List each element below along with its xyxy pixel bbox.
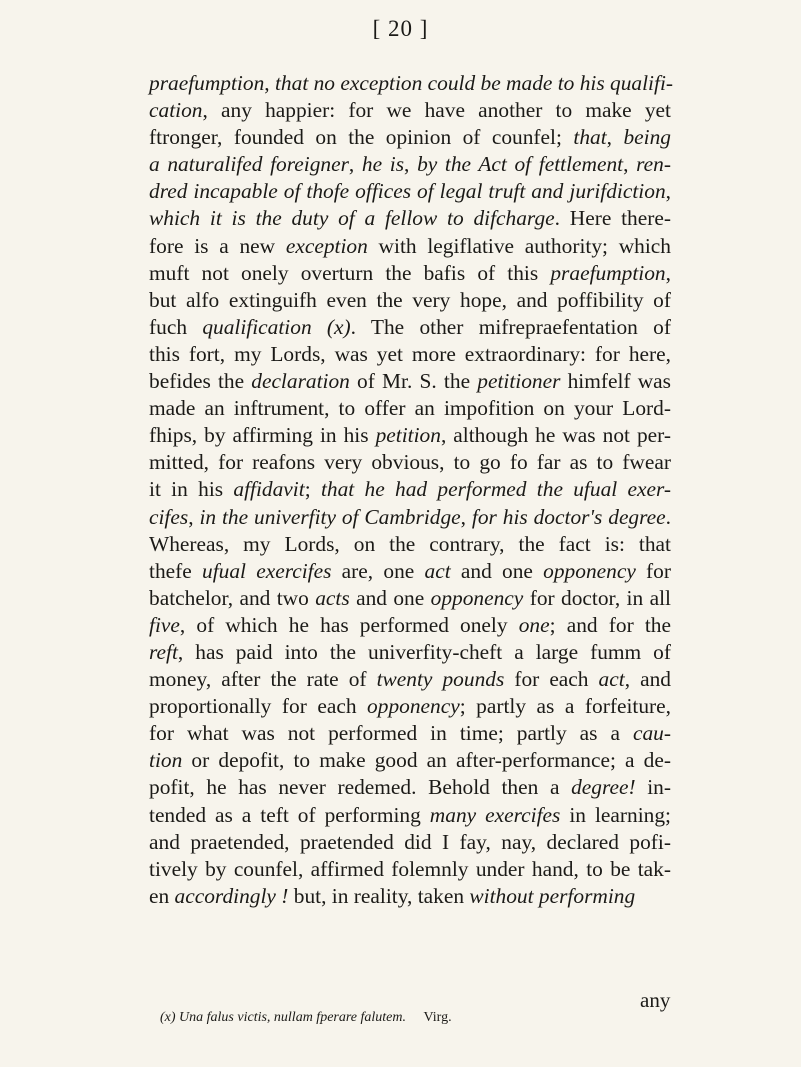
text-line (149, 666, 671, 693)
text-run: but, in reality, taken (288, 883, 470, 908)
text-line (149, 883, 671, 910)
text-line (149, 585, 671, 612)
text-line (149, 422, 671, 449)
text-run: , (623, 152, 637, 177)
text-line (149, 639, 671, 666)
italic-run: praefumption (149, 71, 265, 95)
text-line (149, 693, 671, 720)
text-run: , and (624, 667, 671, 692)
text-run: fhips, by affirming in his (149, 423, 376, 448)
italic-run: that he had performed the ufual exer- (320, 477, 672, 502)
text-run: , (606, 125, 624, 150)
italic-run: cifes (149, 504, 189, 529)
text-line (149, 97, 671, 124)
text-run: . Here there- (554, 206, 671, 231)
text-run: and one (450, 558, 544, 583)
italic-run: act (598, 667, 625, 692)
italic-run: five (149, 612, 180, 637)
text-run: muft not onely overturn the bafis of this (149, 260, 551, 285)
text-line (149, 341, 671, 368)
text-run: or depofit, to make good an after-performance; a de- (182, 748, 671, 773)
text-run: ftronger, founded on the opinion of counfel; (149, 125, 574, 150)
text-line (149, 314, 671, 341)
text-run: en (149, 883, 175, 908)
italic-run: cau- (632, 721, 671, 746)
italic-run: acts (315, 585, 350, 610)
text-line (149, 124, 671, 151)
text-run (476, 803, 485, 827)
text-run: Whereas, my Lords, on the contrary, the fact is: that (149, 531, 671, 556)
text-line (149, 178, 671, 205)
text-run: tended as a teft of performing (149, 802, 430, 827)
text-line (149, 233, 671, 260)
text-run: , (188, 504, 200, 529)
text-run: fore is a new (149, 233, 286, 258)
italic-run: opponency (543, 558, 636, 583)
text-run: tively by counfel, affirmed folemnly under hand, to be tak- (149, 856, 671, 881)
text-run: , (460, 504, 472, 529)
italic-run: cation (149, 98, 203, 123)
text-run: , (665, 179, 671, 204)
text-run: money, after the rate of (149, 667, 377, 692)
text-run: thefe (149, 558, 202, 583)
italic-run: a naturalifed foreigner (149, 152, 349, 177)
text-run: for each (504, 667, 599, 692)
italic-run: exercifes (485, 802, 561, 827)
footnote (160, 1010, 452, 1026)
italic-run: by the Act of fettlement (417, 152, 624, 177)
footnote-source: Virg. (423, 1010, 452, 1025)
text-run: befides the (149, 369, 252, 394)
italic-run: being (623, 125, 671, 150)
italic-run: for his doctor's degree (471, 504, 666, 529)
text-run: batchelor, and two (149, 585, 316, 610)
text-line (149, 287, 671, 314)
text-run: of Mr. S. the (349, 369, 478, 394)
italic-run: reft (149, 639, 178, 664)
text-line (149, 70, 674, 97)
text-line (149, 829, 671, 856)
footnote-text: (x) Una falus victis, nullam fperare falutem. (160, 1010, 406, 1025)
text-line (149, 368, 671, 395)
italic-run: ufual exercifes (202, 558, 332, 583)
text-run: in learning; (560, 802, 671, 827)
text-line (149, 395, 671, 422)
italic-run: which it is the duty of a fellow to difcharge (149, 206, 555, 231)
body-text (149, 70, 674, 910)
text-run: , any happier: for we have another to make yet (202, 98, 671, 123)
italic-run: degree! (571, 775, 636, 800)
text-run: for (635, 558, 671, 583)
text-run: , although he was not per- (440, 423, 671, 448)
text-run: ; partly as a forfeiture, (459, 694, 672, 719)
text-run: for what was not performed in time; partly as a (149, 721, 633, 746)
italic-run: twenty pounds (376, 667, 505, 692)
text-line (149, 151, 671, 178)
italic-run: opponency (430, 585, 524, 610)
text-line (149, 449, 671, 476)
italic-run: opponency (367, 694, 460, 719)
italic-run: dred incapable of thofe offices of legal truft and jurifdiction (149, 179, 666, 204)
italic-run: praefumption (550, 260, 666, 285)
italic-run: without performing (469, 883, 636, 908)
catchword: any (640, 988, 671, 1012)
text-line (149, 205, 671, 232)
text-line (149, 856, 671, 883)
italic-run: tion (149, 748, 183, 773)
text-run: . (665, 504, 672, 529)
italic-run: in the univerfity of Cambridge (199, 504, 461, 529)
text-run: made an inftrument, to offer an impofition on your Lord- (149, 396, 671, 421)
italic-run: act (424, 558, 451, 583)
italic-run: exception (285, 233, 368, 258)
italic-run: one (518, 612, 550, 637)
italic-run: declaration (251, 369, 350, 394)
text-line (149, 260, 671, 287)
text-run: himfelf was (560, 369, 671, 394)
text-run: , (665, 260, 671, 285)
text-line (149, 558, 671, 585)
italic-run: petitioner (477, 369, 561, 394)
text-line (149, 720, 671, 747)
italic-run: ren- (636, 152, 671, 177)
text-run: , (264, 71, 275, 95)
page-number: [ 20 ] (372, 16, 429, 41)
text-run: and one (349, 585, 431, 610)
text-line (149, 747, 671, 774)
text-line (149, 504, 671, 531)
text-run: proportionally for each (149, 694, 368, 719)
text-run: mitted, for reafons very obvious, to go fo far as to fwear (149, 450, 671, 475)
text-run: pofit, he has never redemed. Behold then a (149, 775, 572, 800)
text-run: in- (635, 775, 671, 800)
italic-run: that no exception could be made to his qualifi- (274, 71, 674, 95)
text-run: , (404, 152, 418, 177)
text-run: ; (304, 477, 321, 502)
italic-run: accordingly ! (174, 883, 289, 908)
italic-run: that (573, 125, 607, 150)
text-line (149, 802, 671, 829)
text-line (149, 531, 671, 558)
italic-run: petition (375, 423, 441, 448)
text-run: . The other mifrepraefentation of (350, 314, 671, 339)
text-run: , of which he has performed onely (179, 612, 519, 637)
text-run: , has paid into the univerfity-cheft a large fumm of (177, 639, 671, 664)
text-run: with legiflative authority; which (367, 233, 671, 258)
text-run: fuch (149, 314, 203, 339)
text-run: it in his (149, 477, 234, 502)
text-run: this fort, my Lords, was yet more extraordinary: for here, (149, 341, 671, 366)
italic-run: qualification (x) (202, 314, 351, 339)
text-run: ; and for the (549, 612, 671, 637)
italic-run: many (429, 802, 477, 827)
text-run: and praetended, praetended did I fay, nay, declared pofi- (149, 829, 671, 854)
text-run: , (348, 152, 362, 177)
italic-run: affidavit (233, 477, 305, 502)
text-run: are, one (331, 558, 425, 583)
text-line (149, 774, 671, 801)
italic-run: he is (361, 152, 405, 177)
text-line (149, 612, 671, 639)
text-run: for doctor, in all (523, 585, 671, 610)
text-line (149, 476, 671, 503)
text-run: but alfo extinguifh even the very hope, and poffibility of (149, 287, 671, 312)
